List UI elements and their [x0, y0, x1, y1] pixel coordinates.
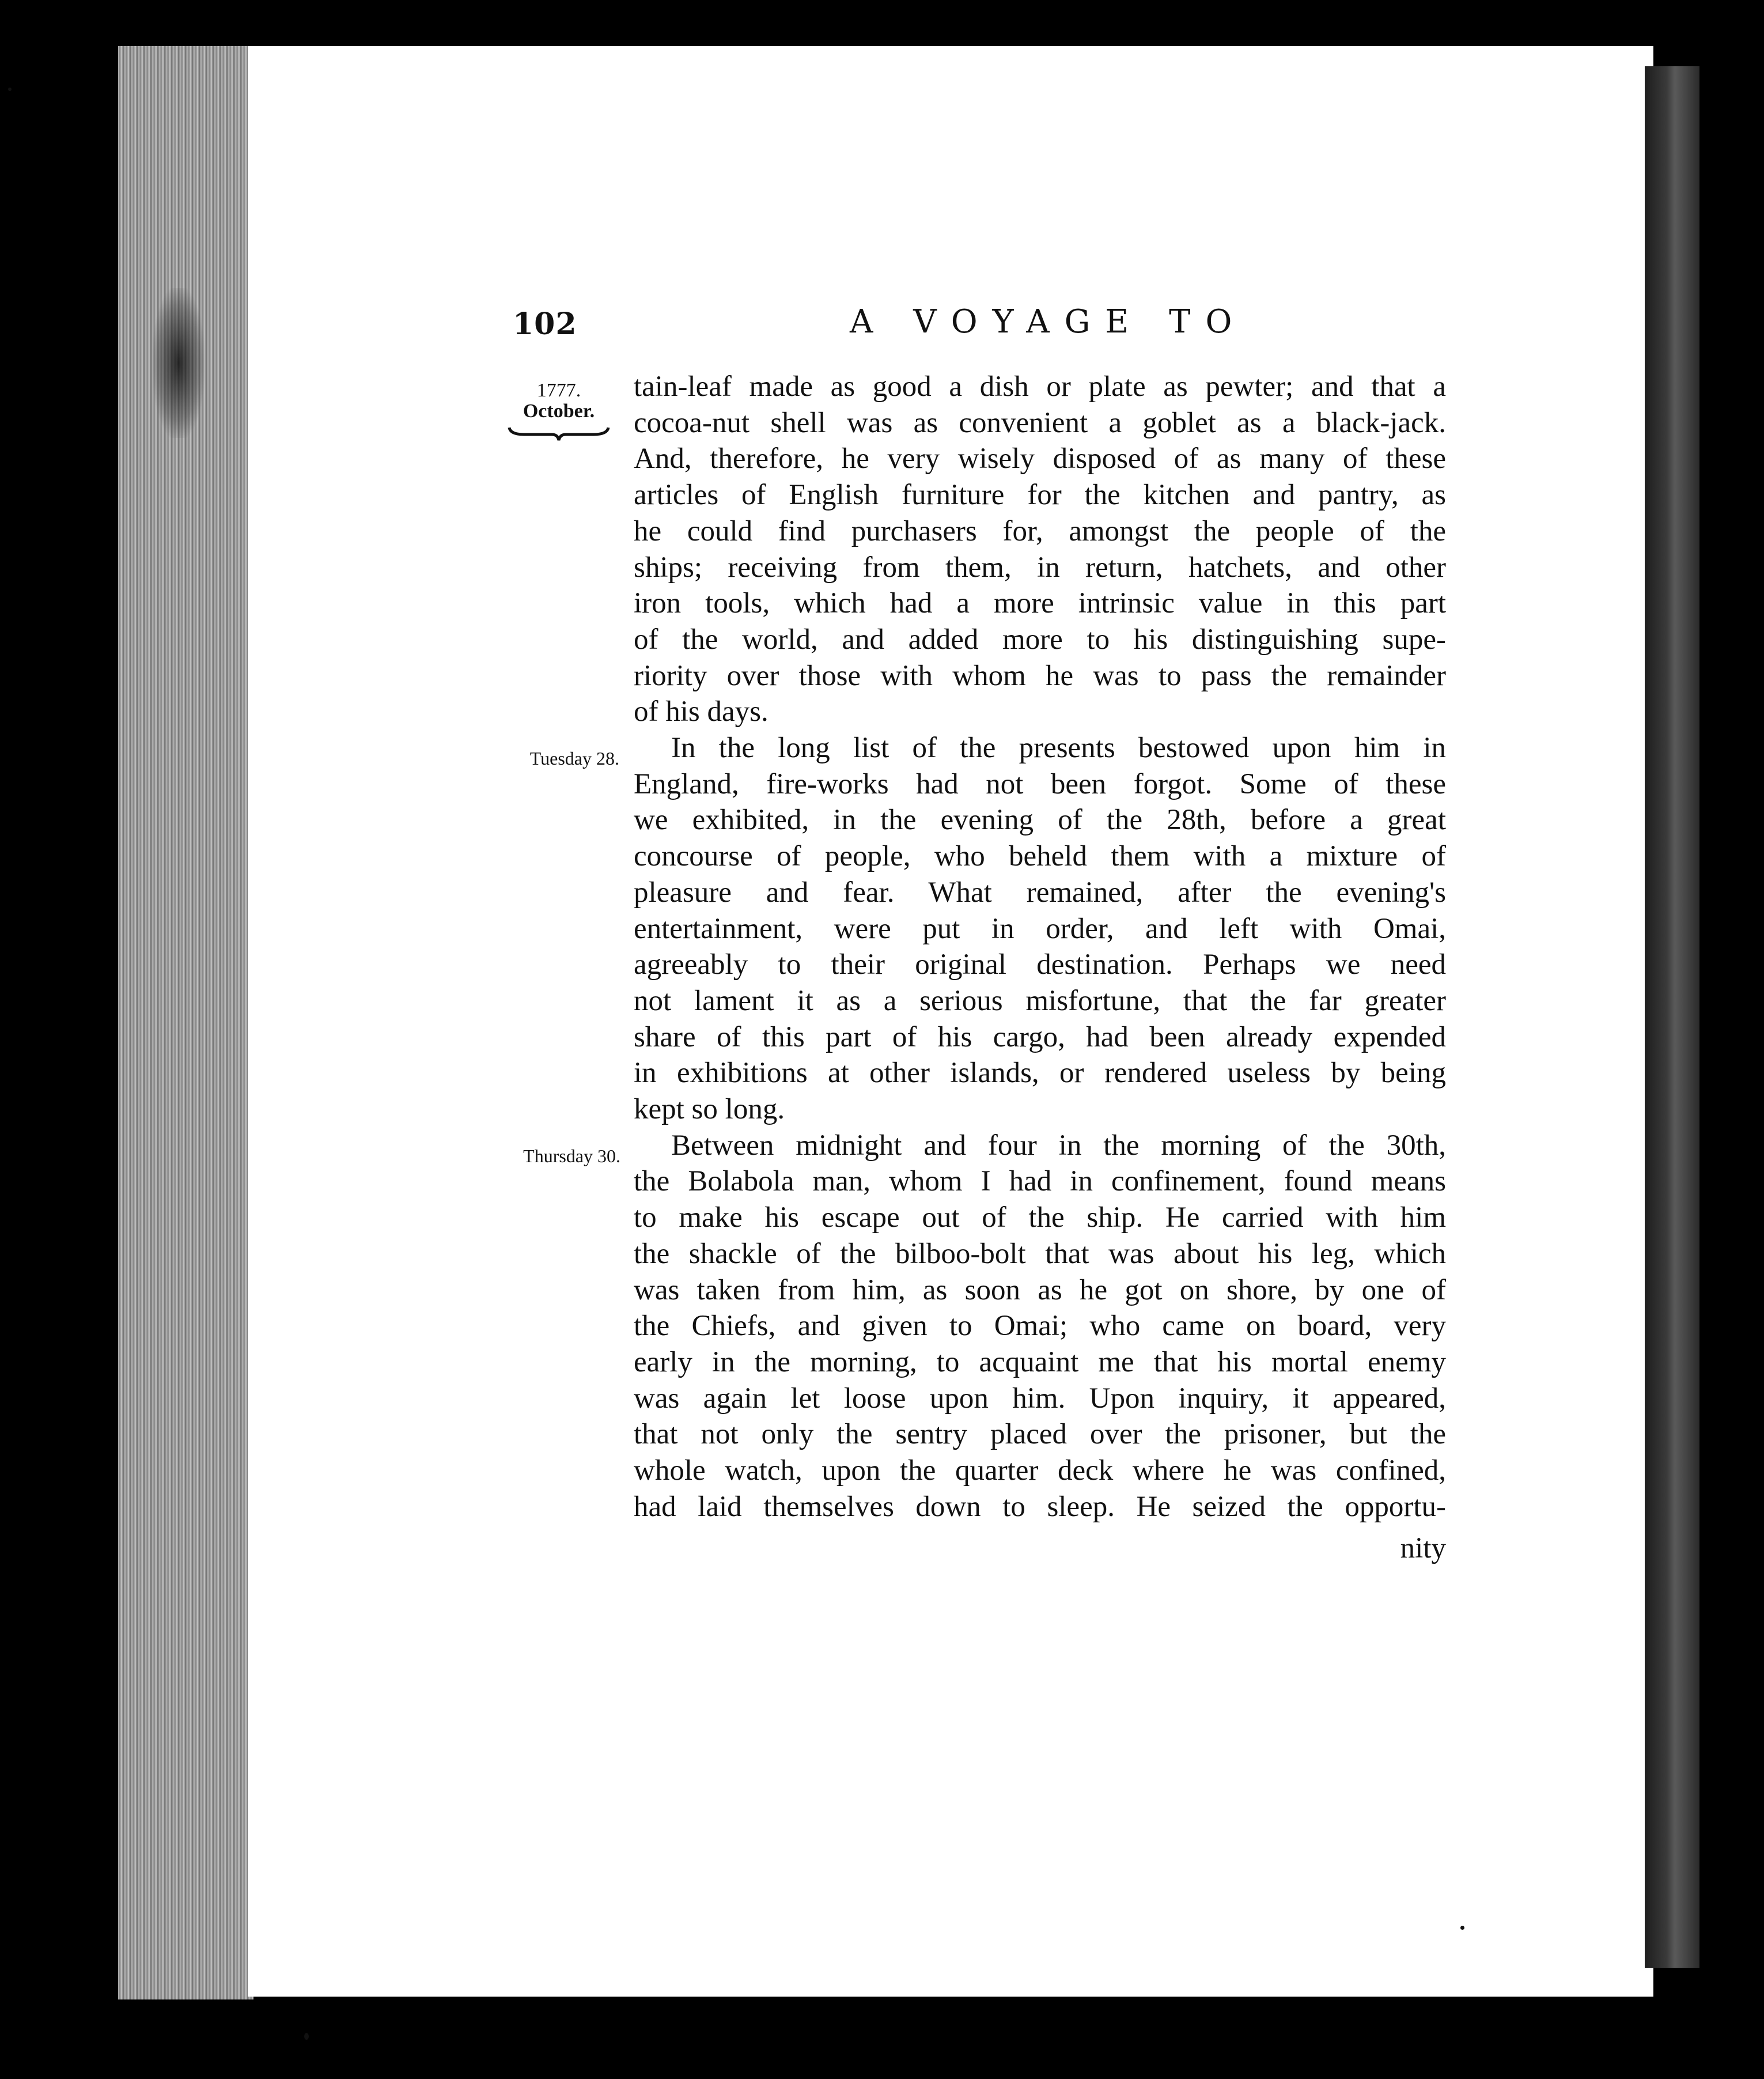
text-line: was taken from him, as soon as he got on shore, by one of: [634, 1273, 1446, 1306]
body-text: [634, 369, 1446, 1525]
book-binding-shadow: [1645, 66, 1699, 1968]
text-line: the shackle of the bilboo-bolt that was about his leg, which: [634, 1237, 1446, 1270]
running-head: [513, 303, 1458, 353]
text-line: iron tools, which had a more intrinsic value in this part: [634, 587, 1446, 620]
text-line: share of this part of his cargo, had been already expended: [634, 1020, 1446, 1053]
text-line: cocoa-nut shell was as convenient a goblet as a black-jack.: [634, 406, 1446, 439]
text-line: entertainment, were put in order, and left with Omai,: [634, 912, 1446, 945]
paragraph: [634, 369, 1446, 730]
paragraph: [634, 1128, 1446, 1525]
text-line: had laid themselves down to sleep. He seized the opportu-: [634, 1490, 1446, 1523]
text-line: ships; receiving from them, in return, hatchets, and other: [634, 551, 1446, 584]
text-line: to make his escape out of the ship. He carried with him: [634, 1201, 1446, 1234]
margin-note-tuesday: Tuesday 28.: [529, 748, 619, 769]
book-page-edges: [118, 46, 253, 1999]
text-line: agreeably to their original destination. Perhaps we need: [634, 948, 1446, 981]
text-line: In the long list of the presents bestowed upon him in: [671, 732, 1446, 765]
text-line: England, fire-works had not been forgot. Some of these: [634, 768, 1446, 800]
text-line: the Chiefs, and given to Omai; who came on board, very: [634, 1310, 1446, 1343]
text-line: concourse of people, who beheld them with a mixture of: [634, 840, 1446, 873]
dust-speck: [1460, 1926, 1464, 1930]
text-line: in exhibitions at other islands, or rendered useless by being: [634, 1057, 1446, 1090]
text-line: we exhibited, in the evening of the 28th, before a great: [634, 804, 1446, 837]
paragraph: [634, 730, 1446, 1128]
margin-year: 1777.: [536, 380, 581, 401]
dust-speck: [8, 88, 12, 91]
page-number: 102: [513, 307, 577, 342]
text-line: Between midnight and four in the morning of the 30th,: [671, 1129, 1446, 1162]
text-line: he could find purchasers for, amongst the people of the: [634, 515, 1446, 547]
margin-month: October.: [523, 400, 595, 422]
text-line: tain-leaf made as good a dish or plate as pewter; and that a: [634, 371, 1446, 403]
margin-note-thursday: Thursday 30.: [523, 1146, 620, 1166]
text-line: whole watch, upon the quarter deck where he was confined,: [634, 1454, 1446, 1487]
margin-date-block: [501, 380, 616, 443]
running-title: A VOYAGE TO: [850, 303, 1247, 341]
text-line: of his days.: [634, 695, 769, 728]
text-line: the Bolabola man, whom I had in confinement, found means: [634, 1165, 1446, 1198]
text-line: pleasure and fear. What remained, after the evening's: [634, 876, 1446, 909]
text-line: articles of English furniture for the kitchen and pantry, as: [634, 479, 1446, 512]
dust-speck: [304, 2033, 309, 2040]
text-line: was again let loose upon him. Upon inquiry, it appeared,: [634, 1382, 1446, 1415]
text-line: of the world, and added more to his distinguishing supe-: [634, 623, 1446, 656]
text-line: that not only the sentry placed over the prisoner, but the: [634, 1418, 1446, 1451]
text-line: not lament it as a serious misfortune, that the far greater: [634, 984, 1446, 1017]
catchword: nity: [1400, 1532, 1446, 1564]
text-line: early in the morning, to acquaint me that his mortal enemy: [634, 1345, 1446, 1378]
brace-ornament: [507, 425, 611, 443]
text-line: kept so long.: [634, 1093, 785, 1126]
text-line: And, therefore, he very wisely disposed of as many of these: [634, 443, 1446, 475]
text-line: riority over those with whom he was to pass the remainder: [634, 659, 1446, 692]
